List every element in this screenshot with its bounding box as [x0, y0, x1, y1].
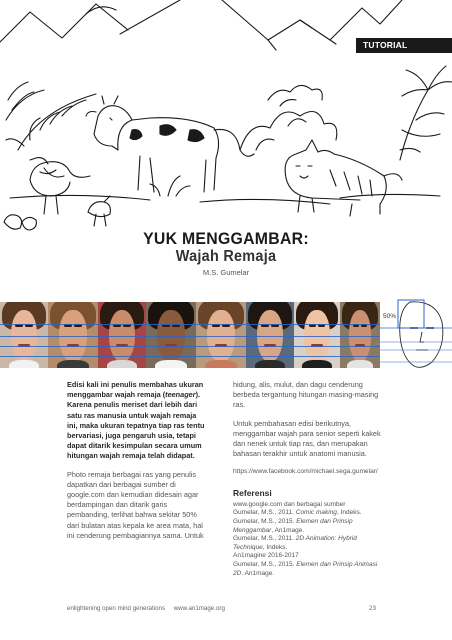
teen-face-photo — [196, 302, 246, 368]
section-tag: TUTORIAL — [356, 38, 452, 53]
mountain-right — [330, 0, 402, 40]
article-subtitle: Wajah Remaja — [175, 248, 277, 265]
reference-item: Gumelar, M.S., 2015. Elemen dan Prinsip Menggambar, An1mage. — [233, 518, 353, 534]
comparison-line — [0, 356, 380, 357]
column-right — [233, 380, 381, 578]
bush — [240, 112, 337, 151]
bird — [30, 158, 90, 214]
body-paragraph-1: Photo remaja berbagai ras yang penulis dapatkan dari berbagai sumber di google.com dan kemudian didesain agar berdampingan dan ditarik garis pembanding, terlihat bahwa sekitar 50% dari bulatan atas kepala ke area mata, hal ini cenderung pembagiannya sama. Untuk — [67, 469, 204, 540]
reference-item: An1magine 2016-2017 — [233, 552, 299, 560]
teen-faces-strip — [0, 302, 380, 368]
cow — [86, 96, 219, 192]
comparison-line — [0, 346, 380, 347]
footer-tagline: enlightening open mind generations www.an1mage.org — [67, 605, 225, 612]
page-number: 23 — [369, 605, 376, 612]
footer-website[interactable]: www.an1mage.org — [173, 605, 225, 612]
teen-face-photo — [294, 302, 340, 368]
references-heading: Referensi — [233, 487, 272, 498]
body-paragraph-3: Untuk pembahasan edisi berikutnya, menggambar wajah para senior seperti kakek dan nenek untuk tiap ras, dan merupakan bahasan terakhir untuk anatomi manusia. — [233, 418, 381, 459]
mountain-left — [0, 4, 128, 42]
article-author: M.S. Gumelar — [202, 268, 250, 277]
comparison-line — [0, 336, 380, 337]
teen-face-photo — [246, 302, 294, 368]
tutorial-illustration — [0, 0, 452, 232]
source-link[interactable]: https://www.facebook.com/michael.sega.gumelar/ — [233, 468, 378, 476]
reference-item: Gumelar, M.S., 2011. 2D Animation: Hybrid Technique, Indeks. — [233, 535, 357, 551]
reference-item: Gumelar, M.S., 2011. Comic making, Indeks. — [233, 509, 362, 517]
comparison-line — [0, 324, 380, 325]
intro-emphasis: teenager — [165, 390, 196, 400]
teen-face-photo — [146, 302, 196, 368]
face-proportion-diagram — [380, 296, 452, 372]
nose — [420, 332, 424, 342]
diagram-percent-label: 50% — [383, 313, 397, 320]
small-bird — [88, 196, 110, 226]
reference-list — [233, 501, 381, 578]
intro-paragraph: Edisi kali ini penulis membahas ukuran menggambar wajah remaja (teenager). Karena penulis meriset dari lebih dari satu ras manusia untuk wajah remaja ini, maka ukuran tepatnya tiap ras tentu bervariasi, juga pengaruh usia, tetapi dapat ditarik kesimpulan secara umum hitungan wajah remaja telah didapat. — [67, 380, 205, 461]
body-paragraph-2: hidung, alis, mulut, dan dagu cenderung berbeda tergantung hitungan masing-masing ras. — [233, 380, 379, 410]
palm-tree — [400, 66, 452, 160]
column-left — [67, 380, 205, 549]
chicks — [4, 215, 36, 230]
teen-face-photo — [340, 302, 380, 368]
ground — [10, 194, 440, 204]
reference-item: Gumelar, M.S., 2015. Elemen dan Prinsip Animasi 2D. An1mage. — [233, 560, 378, 577]
reference-item: www.google.com dan berbagai sumber — [233, 500, 346, 508]
article-title: YUK MENGGAMBAR: — [143, 229, 309, 248]
teen-face-photo — [0, 302, 48, 368]
teen-face-photo — [48, 302, 98, 368]
teen-face-photo — [98, 302, 146, 368]
